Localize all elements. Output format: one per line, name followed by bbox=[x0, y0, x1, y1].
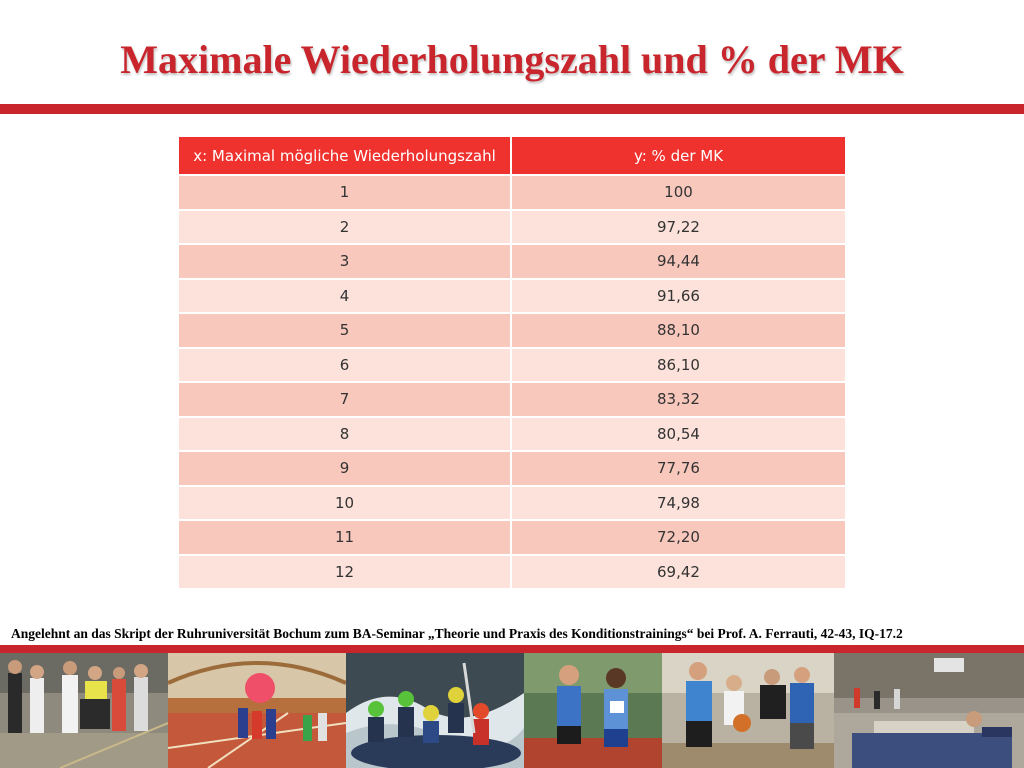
cell-percent: 97,22 bbox=[511, 210, 845, 245]
cell-percent: 91,66 bbox=[511, 279, 845, 314]
table-row bbox=[179, 210, 845, 245]
cell-percent: 86,10 bbox=[511, 348, 845, 383]
column-header-repetitions: x: Maximal mögliche Wiederholungszahl bbox=[179, 137, 511, 175]
photo-gym-group bbox=[0, 653, 168, 768]
table-row bbox=[179, 244, 845, 279]
cell-percent: 80,54 bbox=[511, 417, 845, 452]
cell-repetitions: 3 bbox=[179, 244, 511, 279]
cell-repetitions: 8 bbox=[179, 417, 511, 452]
table-header-row bbox=[179, 137, 845, 175]
table-row bbox=[179, 417, 845, 452]
title-divider bbox=[0, 104, 1024, 114]
cell-repetitions: 12 bbox=[179, 555, 511, 589]
table-row bbox=[179, 313, 845, 348]
cell-repetitions: 1 bbox=[179, 175, 511, 210]
table-row bbox=[179, 382, 845, 417]
cell-percent: 94,44 bbox=[511, 244, 845, 279]
photo-running bbox=[524, 653, 662, 768]
table-row bbox=[179, 451, 845, 486]
table-row bbox=[179, 279, 845, 314]
photo-ball-game bbox=[168, 653, 346, 768]
photo-basketball bbox=[662, 653, 834, 768]
cell-percent: 72,20 bbox=[511, 520, 845, 555]
cell-repetitions: 10 bbox=[179, 486, 511, 521]
cell-repetitions: 2 bbox=[179, 210, 511, 245]
photo-pushup bbox=[834, 653, 1024, 768]
footer-divider bbox=[0, 645, 1024, 653]
cell-repetitions: 7 bbox=[179, 382, 511, 417]
photo-strip bbox=[0, 653, 1024, 768]
cell-percent: 74,98 bbox=[511, 486, 845, 521]
cell-percent: 83,32 bbox=[511, 382, 845, 417]
cell-repetitions: 6 bbox=[179, 348, 511, 383]
repetition-table bbox=[179, 137, 845, 588]
photo-rafting bbox=[346, 653, 524, 768]
cell-percent: 77,76 bbox=[511, 451, 845, 486]
table-row bbox=[179, 348, 845, 383]
table-row bbox=[179, 555, 845, 589]
cell-repetitions: 11 bbox=[179, 520, 511, 555]
table-row bbox=[179, 486, 845, 521]
cell-repetitions: 4 bbox=[179, 279, 511, 314]
slide-title: Maximale Wiederholungszahl und % der MK bbox=[120, 37, 904, 82]
cell-repetitions: 5 bbox=[179, 313, 511, 348]
table-row bbox=[179, 520, 845, 555]
cell-percent: 100 bbox=[511, 175, 845, 210]
cell-percent: 88,10 bbox=[511, 313, 845, 348]
cell-repetitions: 9 bbox=[179, 451, 511, 486]
source-footnote: Angelehnt an das Skript der Ruhruniversität Bochum zum BA-Seminar „Theorie und Praxis des Konditionstrainings“ bei Prof. A. Ferrauti, 42-43, IQ-17.2 bbox=[11, 626, 903, 641]
table-row bbox=[179, 175, 845, 210]
cell-percent: 69,42 bbox=[511, 555, 845, 589]
column-header-percent-mk: y: % der MK bbox=[511, 137, 845, 175]
